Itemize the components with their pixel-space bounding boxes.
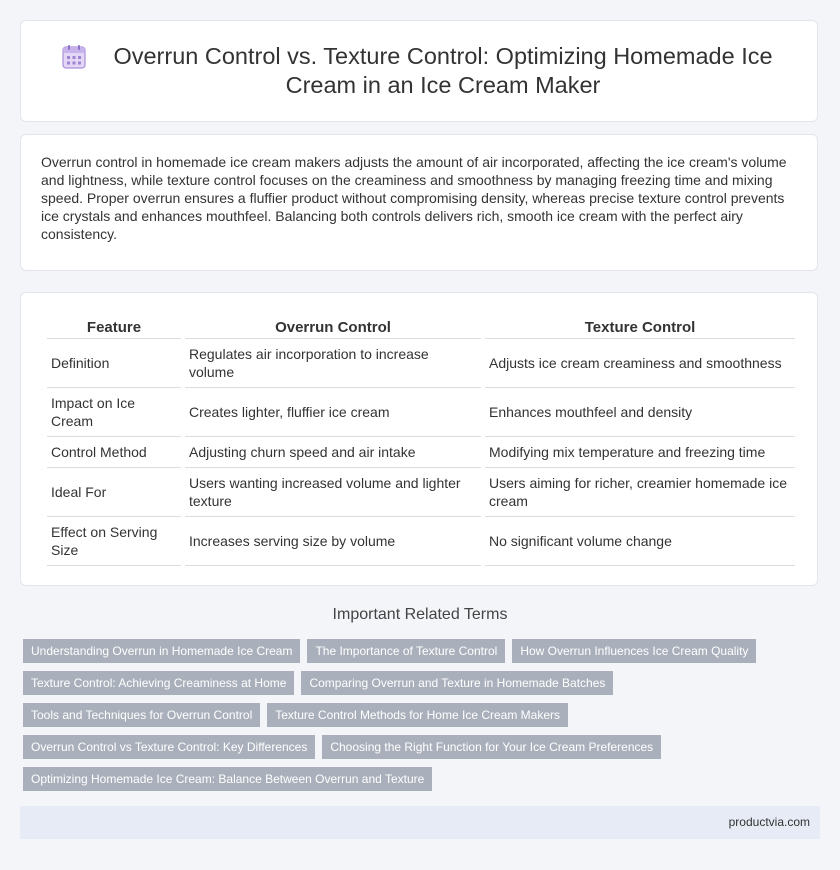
related-term-tag[interactable]: Optimizing Homemade Ice Cream: Balance Between Overrun and Texture	[23, 767, 432, 791]
table-cell-overrun: Adjusting churn speed and air intake	[185, 437, 481, 468]
table-cell-overrun: Creates lighter, fluffier ice cream	[185, 388, 481, 437]
related-term-tag[interactable]: Texture Control Methods for Home Ice Cream Makers	[267, 703, 568, 727]
related-term-tag[interactable]: How Overrun Influences Ice Cream Quality	[512, 639, 756, 663]
table-header-row	[47, 316, 795, 339]
table-cell-texture: Modifying mix temperature and freezing time	[485, 437, 795, 468]
summary-text: Overrun control in homemade ice cream makers adjusts the amount of air incorporated, affecting the ice cream's volume and lightness, while texture control focuses on the creaminess and smoothness by managing freezing time and mixing speed. Proper overrun ensures a fluffier product without compromising density, whereas precise texture control prevents ice crystals and enhances mouthfeel. Balancing both controls delivers rich, smooth ice cream with the perfect airy consistency.	[41, 154, 787, 242]
header-feature: Feature	[47, 316, 181, 339]
related-term-tag[interactable]: Overrun Control vs Texture Control: Key Differences	[23, 735, 315, 759]
related-term-tag[interactable]: Comparing Overrun and Texture in Homemade Batches	[301, 671, 613, 695]
table-cell-feature: Effect on Serving Size	[47, 517, 181, 566]
header-texture-control: Texture Control	[485, 316, 795, 339]
table-cell-texture: No significant volume change	[485, 517, 795, 566]
footer-site-link[interactable]: productvia.com	[728, 815, 810, 829]
related-terms-title: Important Related Terms	[332, 606, 508, 623]
table-cell-feature: Definition	[47, 339, 181, 388]
table-row	[47, 437, 795, 468]
comparison-table	[43, 316, 799, 566]
related-term-tag[interactable]: The Importance of Texture Control	[307, 639, 505, 663]
table-cell-overrun: Increases serving size by volume	[185, 517, 481, 566]
table-cell-texture: Users aiming for richer, creamier homemade ice cream	[485, 468, 795, 517]
table-cell-texture: Adjusts ice cream creaminess and smoothness	[485, 339, 795, 388]
table-cell-texture: Enhances mouthfeel and density	[485, 388, 795, 437]
title-wrap	[21, 21, 817, 121]
table-cell-overrun: Regulates air incorporation to increase volume	[185, 339, 481, 388]
related-term-tag[interactable]: Choosing the Right Function for Your Ice Cream Preferences	[322, 735, 661, 759]
related-term-tag[interactable]: Understanding Overrun in Homemade Ice Cream	[23, 639, 300, 663]
table-row	[47, 468, 795, 517]
comparison-table-card	[20, 292, 818, 586]
table-cell-overrun: Users wanting increased volume and lighter texture	[185, 468, 481, 517]
table-row	[47, 388, 795, 437]
summary-card	[20, 134, 818, 271]
header-overrun-control: Overrun Control	[185, 316, 481, 339]
related-terms-list	[23, 639, 793, 791]
related-term-tag[interactable]: Tools and Techniques for Overrun Control	[23, 703, 260, 727]
table-cell-feature: Ideal For	[47, 468, 181, 517]
table-cell-feature: Impact on Ice Cream	[47, 388, 181, 437]
table-row	[47, 517, 795, 566]
page-title: Overrun Control vs. Texture Control: Optimizing Homemade Ice Cream in an Ice Cream Maker	[113, 43, 773, 98]
table-cell-feature: Control Method	[47, 437, 181, 468]
table-row	[47, 339, 795, 388]
title-card	[20, 20, 818, 122]
footer	[20, 806, 820, 839]
calendar-grid-icon	[61, 44, 87, 70]
related-term-tag[interactable]: Texture Control: Achieving Creaminess at Home	[23, 671, 294, 695]
